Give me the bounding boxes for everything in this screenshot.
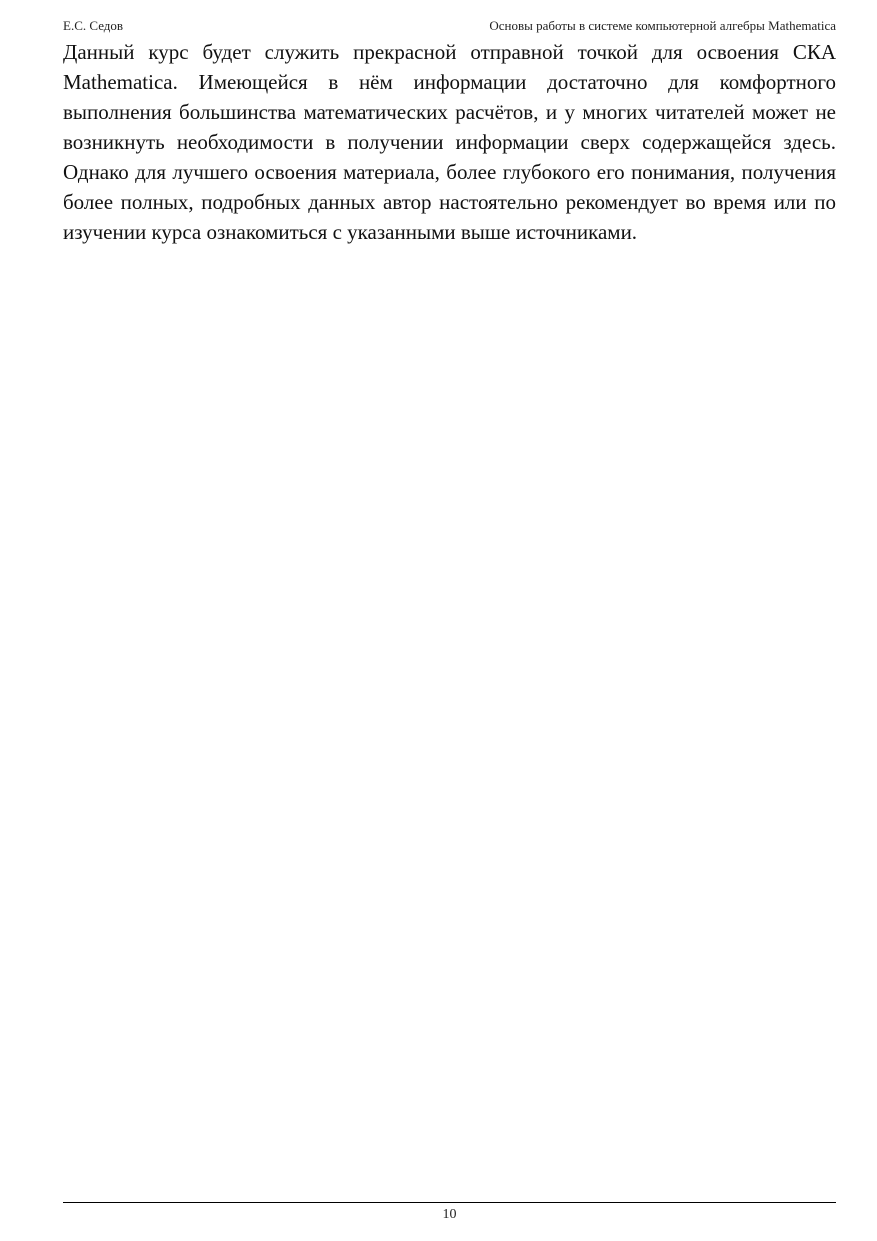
- body-paragraph: Данный курс будет служить прекрасной отправной точкой для освоения СКА Mathematica. Имеющейся в нём информации достаточно для комфортного выполнения большинства математических расчётов, и у многих читателей может не возникнуть необходимости в получении информации сверх содержащейся здесь. Однако для лучшего освоения материала, более глубокого его понимания, получения более полных, подробных данных автор настоятельно рекомендует во время или по изучении курса ознакомиться с указанными выше источниками.: [63, 40, 836, 244]
- header-author: Е.С. Седов: [63, 18, 124, 33]
- footer-divider: [63, 1202, 836, 1203]
- page-number: 10: [442, 1207, 457, 1222]
- header-document-title: Основы работы в системе компьютерной алгебры Mathematica: [489, 18, 836, 33]
- page-header: [63, 16, 836, 36]
